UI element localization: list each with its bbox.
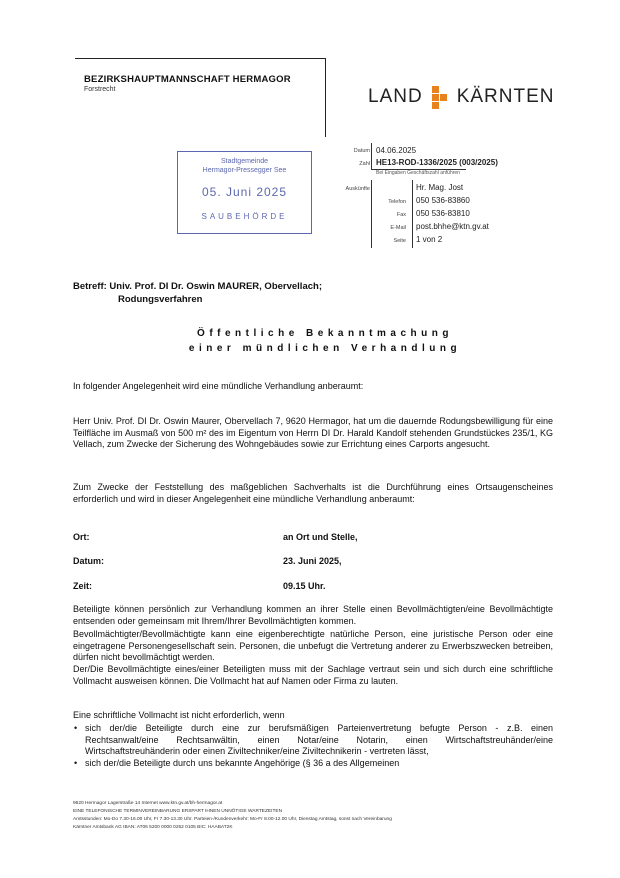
meta-seite-label: Seite [393, 238, 406, 244]
application-paragraph: Herr Univ. Prof. DI Dr. Oswin Maurer, Obervellach 7, 9620 Hermagor, hat um die dauernde Rodungsbewilligung für eine Teilfläche im Ausmaß von 500 m² des im Eigentum von Herrn DI Dr. Harald Kandolf stehenden Grundstückes 235/1, KG Vellach, zum Zwecke der Sicherung des Wohngebäudes sowie zur Errichtung eines Carports angesucht. [73, 416, 553, 449]
subject-label: Betreff: [73, 281, 107, 292]
meta-email-label: E-Mail [390, 225, 406, 231]
footer [73, 800, 392, 832]
footer-line4: Kärntner Amtsbank AG IBAN: AT06 5200 0000 0252 0105 BIC: HAABAT2K [73, 825, 233, 830]
datum-label: Datum: [73, 556, 104, 566]
power-of-attorney-paragraph: Der/Die Bevollmächtigte eines/einer Beteiligten muss mit der Sachlage vertraut sein und sich durch eine schriftliche Vollmacht ausweisen können. Die Vollmacht hat auf Namen oder Firma zu lauten. [73, 664, 553, 686]
meta-email: post.bhhe@ktn.gv.at [416, 222, 489, 231]
subject-block [73, 280, 322, 306]
footer-line1: 9620 Hermagor Lagerstraße 14 Internet www.ktn.gv.at/bh-hermagor.at [73, 801, 223, 806]
meta-zahl-note: Bei Eingaben Geschäftszahl anführen [376, 170, 460, 176]
intro-paragraph: In folgender Angelegenheit wird eine mündliche Verhandlung anberaumt: [73, 381, 364, 391]
logo-text-left: LAND [368, 86, 423, 107]
ort-label: Ort: [73, 532, 90, 542]
received-stamp [177, 151, 312, 234]
footer-line2: EINE TELEFONISCHE TERMINVEREINBARUNG ERSPART IHNEN UNNÖTIGE WARTEZEITEN [73, 809, 283, 814]
land-kaernten-logo [368, 86, 554, 108]
meta-auskuenfte: Hr. Mag. Jost [416, 183, 464, 192]
purpose-paragraph: Zum Zwecke der Feststellung des maßgeblichen Sachverhalts ist die Durchführung eines Ortsaugenscheines erforderlich und wird in dieser Angelegenheit eine mündliche Verhandlung anberaumt: [73, 482, 553, 504]
no-attorney-intro: Eine schriftliche Vollmacht ist nicht erforderlich, wenn [73, 710, 285, 720]
logo-text-right: KÄRNTEN [456, 86, 555, 107]
authority-name: BEZIRKSHAUPTMANNSCHAFT HERMAGOR [84, 74, 291, 85]
doc-title-line1: Öffentliche Bekanntmachung [197, 328, 453, 339]
list-item: • sich der/die Beteiligte durch eine zur berufsmäßigen Parteienvertretung befugte Person - z.B. einen Rechtsanwalt/eine Rechtsanwältin, einen Notar/eine Notarin, einen Wirtschaftstreuhänder/eine Wirtschaftstreuhänderin oder einen Ziviltechniker/eine Ziviltechnikerin - vertreten lässt, [73, 723, 553, 758]
subject-line1: Univ. Prof. DI Dr. Oswin MAURER, Obervellach; [109, 281, 322, 292]
meta-zahl-label: Zahl [359, 161, 370, 167]
stamp-line1: Stadtgemeinde [220, 158, 269, 165]
meta-auskuenfte-label: Auskünfte [345, 186, 370, 192]
datum-value: 23. Juni 2025, [283, 556, 342, 566]
logo-mark-icon [432, 86, 448, 108]
meta-telefon-label: Telefon [388, 199, 406, 205]
meta-datum-label: Datum [353, 148, 370, 154]
participants-paragraph: Beteiligte können persönlich zur Verhandlung kommen an ihrer Stelle einen Bevollmächtigten/eine Bevollmächtigte entsenden oder gemeinsam mit Ihrem/Ihrer Bevollmächtigten kommen. [73, 604, 553, 626]
list-item: • sich der/die Beteiligte durch uns bekannte Angehörige (§ 36 a des Allgemeinen [73, 758, 553, 770]
meta-telefon: 050 536-83860 [416, 196, 470, 205]
zeit-value: 09.15 Uhr. [283, 581, 326, 591]
meta-fax-label: Fax [396, 212, 406, 218]
doc-title-line2: einer mündlichen Verhandlung [188, 343, 462, 354]
stamp-date: 05. Juni 2025 [201, 185, 288, 199]
stamp-line3: SAUBEHÖRDE [201, 212, 288, 221]
meta-zahl: HE13-ROD-1336/2025 (003/2025) [376, 158, 498, 167]
meta-fax: 050 536-83810 [416, 209, 470, 218]
department-name: Forstrecht [84, 86, 116, 93]
meta-seite: 1 von 2 [416, 235, 443, 244]
zeit-label: Zeit: [73, 581, 92, 591]
stamp-line2: Hermagor-Pressegger See [202, 167, 287, 174]
representative-paragraph: Bevollmächtigter/Bevollmächtigte kann eine eigenberechtigte natürliche Person, eine juristische Person oder eine eingetragene Personengesellschaft sein. Personen, die unbefugt die Vertretung anderer zu Erwerbszwecken betreiben, dürfen nicht bevollmächtigt werden. [73, 629, 553, 662]
footer-line3: Amtsstunden: Mo-Do 7.30-16.00 Uhr, Fr 7.30-13.30 Uhr. Parteien-/Kundenverkehr: Mo-Fr 8.00-12.00 Uhr, Dienstag Amtstag, sonst nach Vereinbarung [73, 817, 392, 822]
header-frame [75, 58, 326, 137]
ort-value: an Ort und Stelle, [283, 532, 358, 542]
meta-datum: 04.06.2025 [376, 146, 417, 155]
subject-line2: Rodungsverfahren [118, 294, 203, 305]
exception-list [73, 723, 553, 769]
